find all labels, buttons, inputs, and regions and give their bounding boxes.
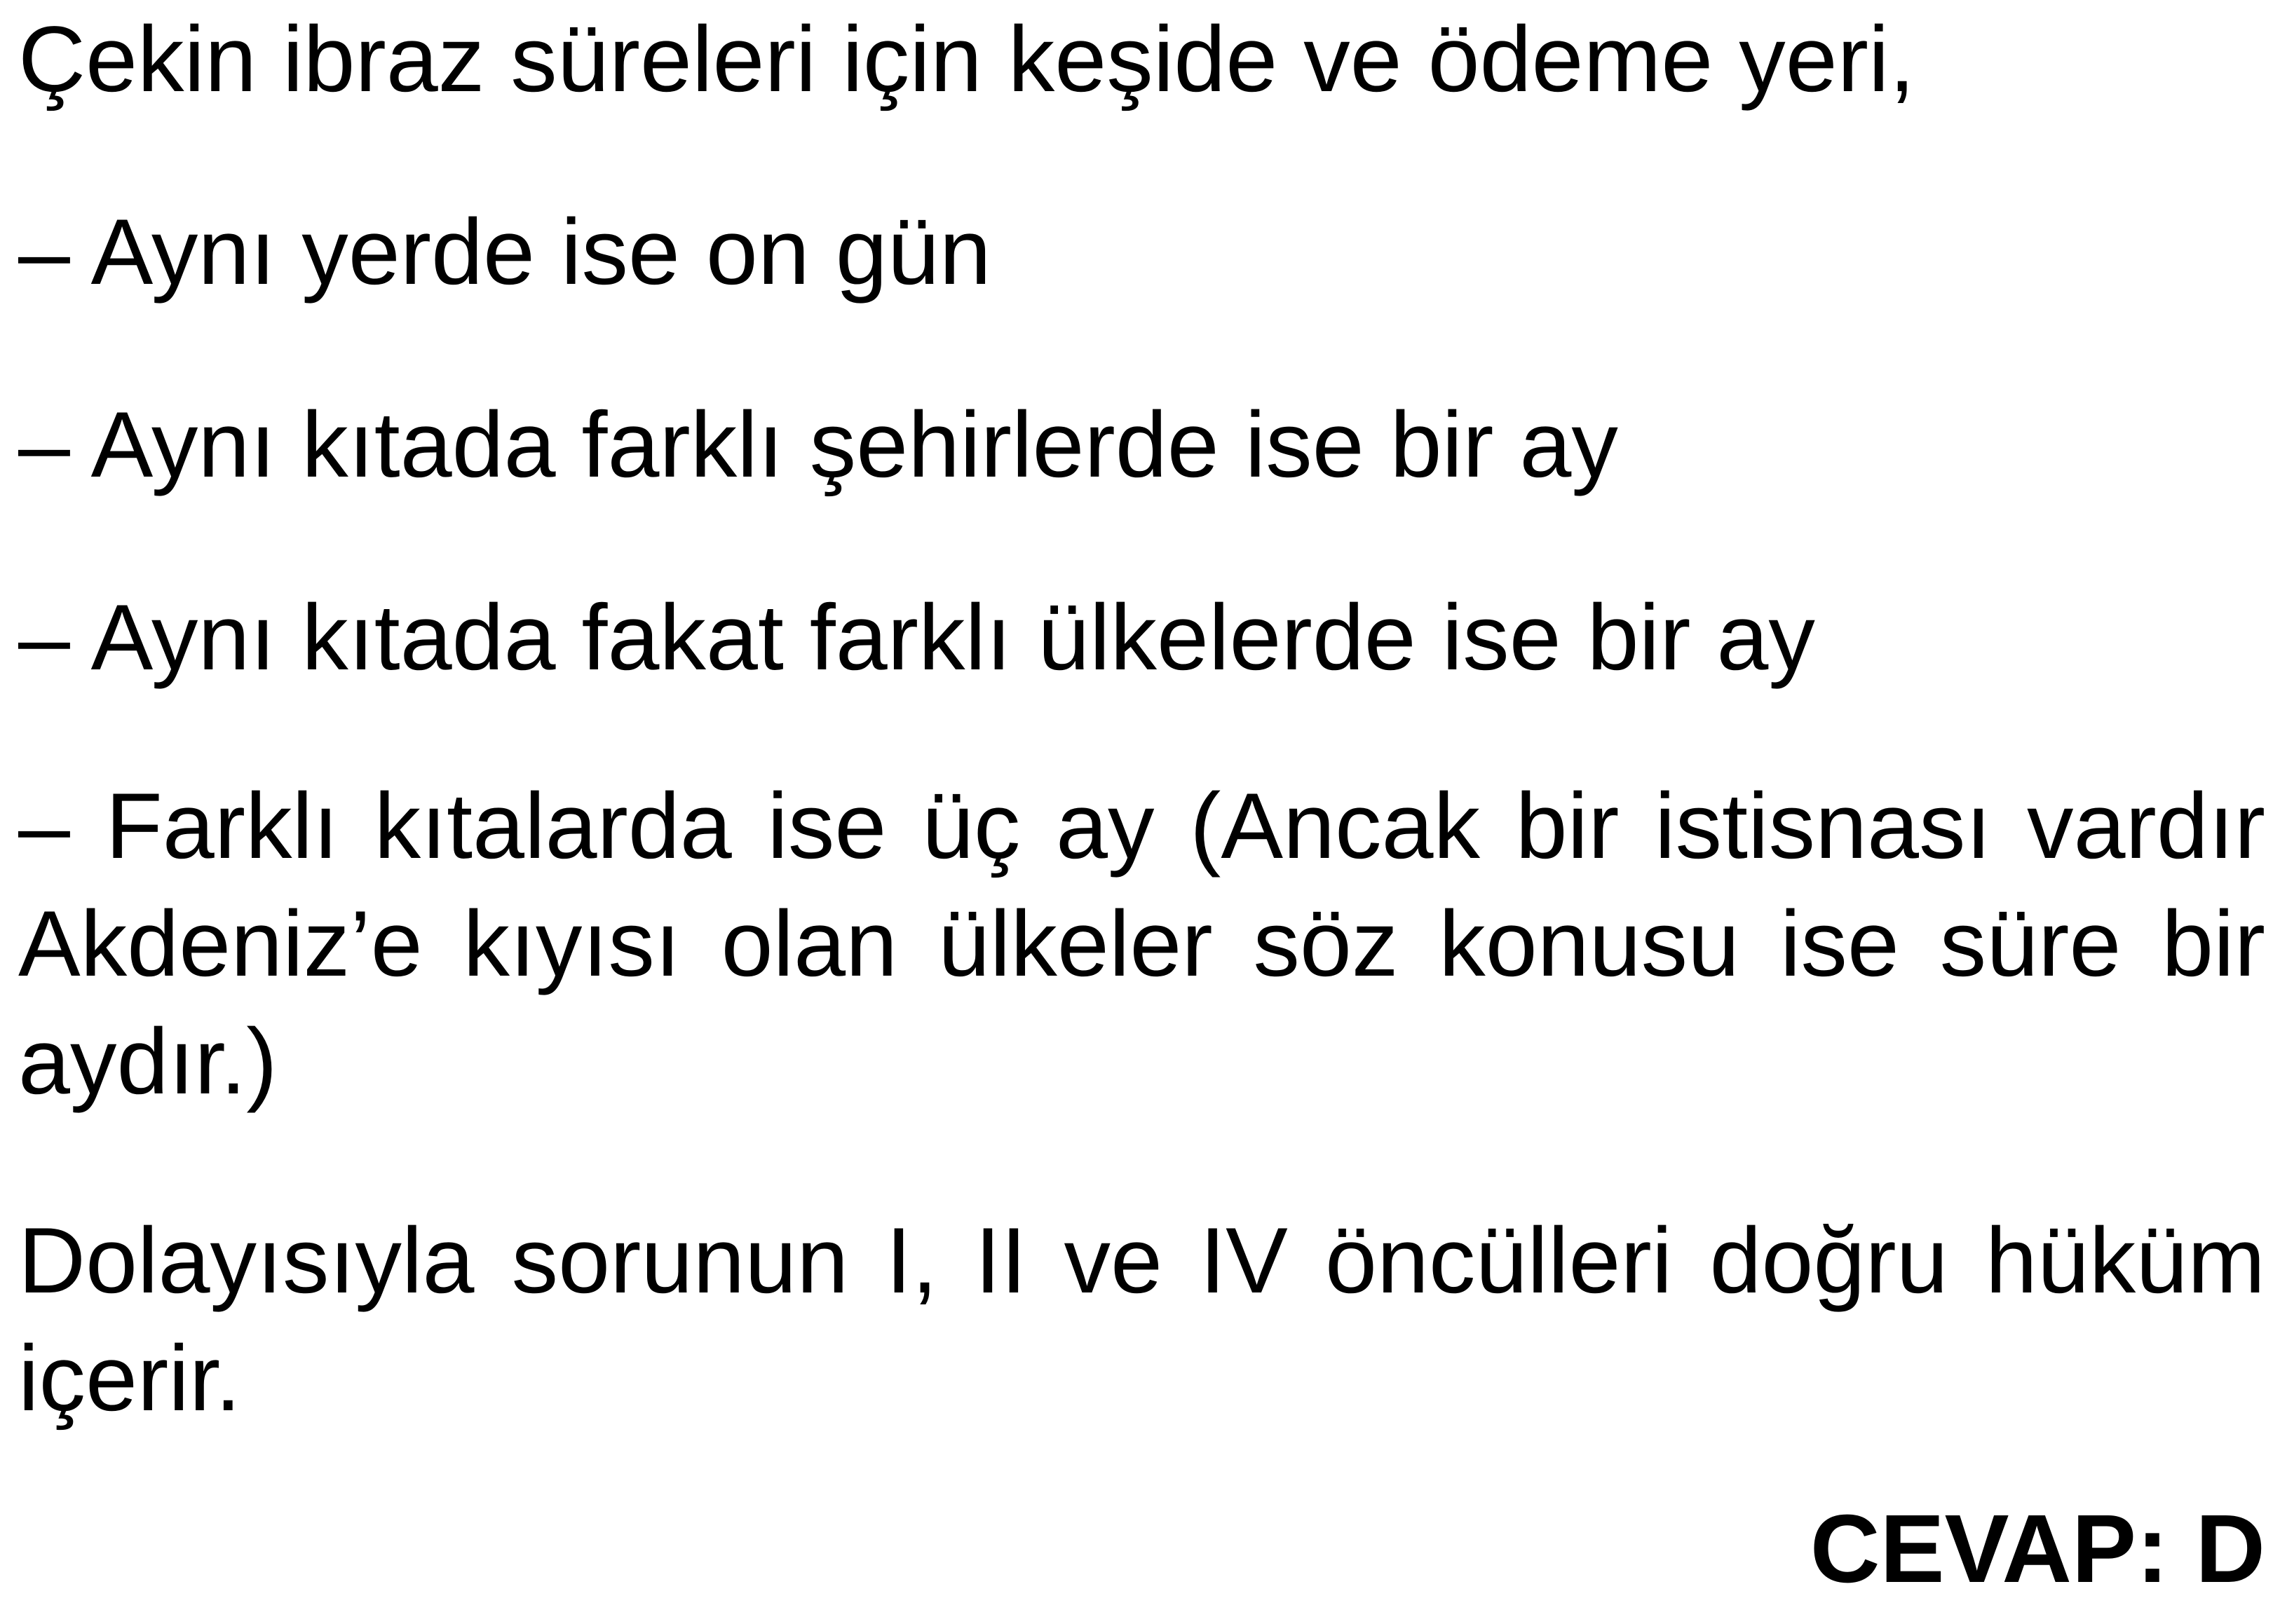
conclusion-text: Dolayısıyla sorunun I, II ve IV öncülleri doğru hüküm içerir. xyxy=(18,1209,2265,1431)
list-item: – Aynı yerde ise on gün xyxy=(18,200,991,304)
intro-text: Çekin ibraz süreleri için keşide ve ödeme yeri, xyxy=(18,8,1915,111)
list-item: – Aynı kıtada farklı şehirlerde ise bir ay xyxy=(18,393,1618,497)
list-item: – Farklı kıtalarda ise üç ay (Ancak bir istisnası vardır Akdeniz’e kıyısı olan ülkeler söz konusu ise süre bir aydır.) xyxy=(18,775,2265,1114)
answer-label: CEVAP: D xyxy=(1810,1495,2265,1603)
list-item: – Aynı kıtada fakat farklı ülkelerde ise bir ay xyxy=(18,586,1815,690)
document-page xyxy=(18,0,2265,1624)
